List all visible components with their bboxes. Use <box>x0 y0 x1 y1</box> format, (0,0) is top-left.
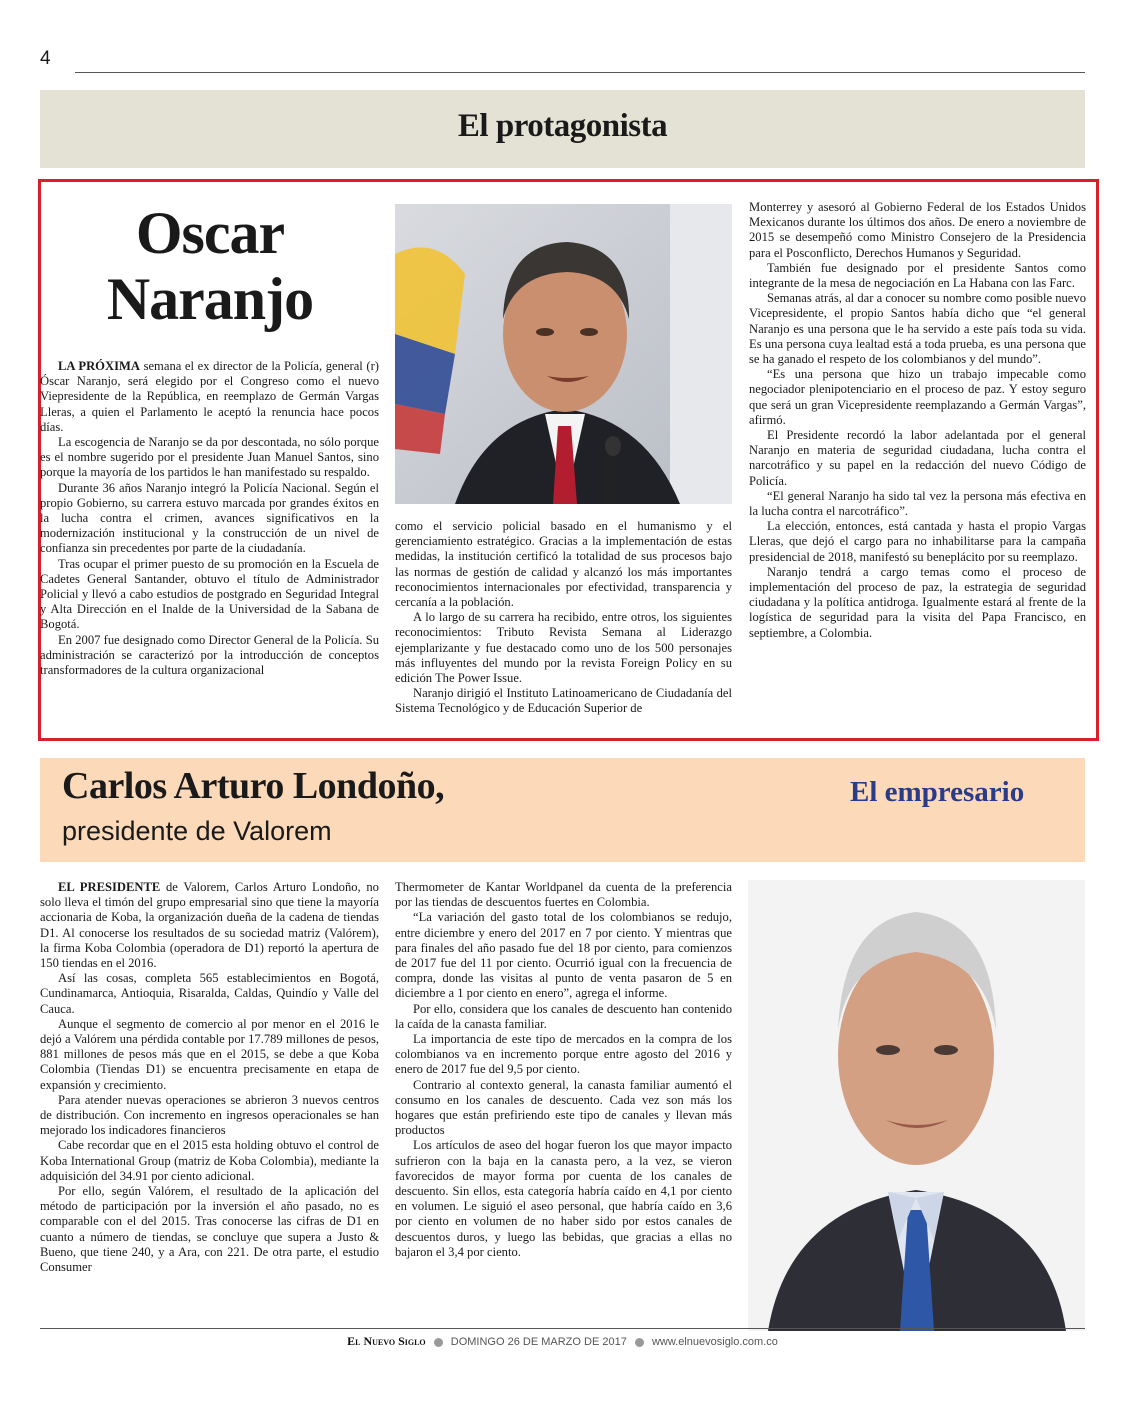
lead-in: LA PRÓXIMA <box>58 359 140 373</box>
photo-carlos-arturo-londono <box>748 880 1085 1331</box>
paragraph <box>40 880 379 971</box>
paragraph <box>749 291 1086 367</box>
article-column-1 <box>40 359 379 678</box>
article-headline: Oscar Naranjo <box>106 200 314 332</box>
paragraph-text: A lo largo de su carrera ha recibido, entre otros, los siguientes reconocimientos: Tributo Revista Semana al Liderazgo ejemplarizante y fue destacado como uno de los 500 personajes más influyentes del mundo por la revista Foreign Policy en su edición The Power Issue. <box>395 610 732 686</box>
portrait-photo <box>395 204 732 504</box>
paragraph <box>749 489 1086 519</box>
paragraph <box>395 1032 732 1078</box>
paragraph-text: La escogencia de Naranjo se da por descontada, no sólo porque es el nombre sugerido por el presidente Juan Manuel Santos, sino porque la mayoría de los partidos le han manifestado su respaldo. <box>40 435 379 480</box>
paragraph-text: “El general Naranjo ha sido tal vez la persona más efectiva en la lucha contra el narcotráfico”. <box>749 488 1086 519</box>
paragraph-text: Por ello, considera que los canales de descuento han contenido la caída de la canasta familiar. <box>395 1001 732 1031</box>
paragraph-text: Tras ocupar el primer puesto de su promoción en la Escuela de Cadetes General Santander, obtuvo el título de Administrador Policial y llevó a cabo estudios de postgrado en Seguridad Integral y Alta Dirección en el Inalde de la Universidad de la Sabana de Bogotá. <box>40 556 379 632</box>
paragraph-text: “Es una persona que hizo un trabajo impecable como negociador plenipotenciario en el proceso de paz. Y estoy seguro que será un gran Vicepresidente reemplazando a Germán Vargas”, afirmó. <box>749 367 1086 427</box>
paragraph-text: Así las cosas, completa 565 establecimientos en Bogotá, Cundinamarca, Antioquia, Risaralda, Caldas, Quindío y Valle del Cauca. <box>40 971 379 1016</box>
footer-dot-icon <box>635 1338 644 1347</box>
paragraph <box>40 557 379 633</box>
paragraph <box>395 610 732 686</box>
top-rule <box>75 72 1085 73</box>
article2-column-1 <box>40 880 379 1275</box>
paragraph <box>749 200 1086 261</box>
paragraph <box>395 880 732 910</box>
paragraph-text: Semanas atrás, al dar a conocer su nombre como posible nuevo Vicepresidente, el propio Santos había dicho que “el general Naranjo es una persona que le ha servido a este país toda su vida. Es una persona cuya lealtad está a toda prueba, es una persona que se ha ganado el respeto de los colombianos y del mundo”. <box>749 291 1086 367</box>
paragraph-text: También fue designado por el presidente Santos como integrante de la mesa de negociación en La Habana con las Farc. <box>749 260 1086 291</box>
paragraph <box>395 519 732 610</box>
paragraph <box>749 261 1086 291</box>
paragraph-text: Durante 36 años Naranjo integró la Policía Nacional. Según el propio Gobierno, su carrera estuvo marcada por grandes éxitos en la lucha contra el crimen, avances significativos en la modernización institucional y la construcción de un nivel de confianza sin precedentes por parte de la ciudadanía. <box>40 480 379 556</box>
article2-subtitle: presidente de Valorem <box>62 816 332 846</box>
article-column-3 <box>749 200 1086 641</box>
article2-column-2 <box>395 880 732 1260</box>
paragraph-text: Naranjo tendrá a cargo temas como el proceso de implementación del proceso de paz, la estrategia de seguridad ciudadana y la política antidroga. Igualmente estará al frente de la logística de seguridad para la visita del Papa Francisco, en septiembre, a Colombia. <box>749 564 1086 640</box>
section-title: El protagonista <box>457 108 668 144</box>
paragraph <box>395 1002 732 1032</box>
paragraph <box>40 1184 379 1275</box>
paragraph-text: El Presidente recordó la labor adelantada por el general Naranjo en materia de seguridad ciudadana, lucha contra el narcotráfico y su papel en la redacción del nuevo Código de Policía. <box>749 428 1086 488</box>
article2-kicker: El empresario <box>850 776 1025 808</box>
paragraph-text: Naranjo dirigió el Instituto Latinoamericano de Ciudadanía del Sistema Tecnológico y de Educación Superior de <box>395 686 732 716</box>
paragraph <box>749 367 1086 428</box>
portrait-photo-2 <box>748 880 1085 1331</box>
paragraph <box>40 1093 379 1139</box>
paragraph-text: Aunque el segmento de comercio al por menor en el 2016 le dejó a Valórem una pérdida contable por 17.789 millones de pesos, 881 millones de pesos más que en el 2015, se debe a que Koba Colombia (Tiendas D1) se encuentra precisamente en etapa de expansión y crecimiento. <box>40 1016 379 1092</box>
paragraph <box>395 1078 732 1139</box>
paragraph-text: La elección, entonces, está cantada y hasta el propio Vargas Lleras, que dejó el cargo para no inhabilitarse para la campaña presidencial de 2018, manifestó su beneplácito por su reemplazo. <box>749 519 1086 564</box>
paragraph <box>395 1138 732 1260</box>
paragraph-text: Por ello, según Valórem, el resultado de la aplicación del método de participación por la inversión el año pasado, no es comparable con el del 2015. Tras conocerse las cifras de D1 en cuanto a número de tiendas, se concluye que supera a Justo & Bueno, que tiene 240, y a Ara, con 221. De otra parte, el estudio Consumer <box>40 1184 379 1275</box>
photo-oscar-naranjo <box>395 204 732 504</box>
paragraph <box>40 359 379 435</box>
paragraph <box>395 686 732 716</box>
paragraph <box>749 428 1086 489</box>
paragraph-text: En 2007 fue designado como Director General de la Policía. Su administración se caracterizó por la introducción de conceptos transformadores de la cultura organizacional <box>40 632 379 678</box>
paragraph-text: Cabe recordar que en el 2015 esta holding obtuvo el control de Koba International Group (matriz de Koba Colombia), mediante la adquisición del 34.91 por ciento adicional. <box>40 1138 379 1183</box>
paragraph <box>749 519 1086 565</box>
paragraph <box>40 633 379 679</box>
paragraph-text: como el servicio policial basado en el humanismo y el gerenciamiento estratégico. Gracias a la implementación de estas medidas, la institución certificó la totalidad de sus procesos bajo las normas de gestión de calidad y alcanzó los más importantes reconocimientos internacionales por efectividad, transparencia y cercanía a la población. <box>395 519 732 610</box>
paragraph <box>749 565 1086 641</box>
footer-brand: El Nuevo Siglo <box>347 1334 426 1348</box>
paragraph <box>40 1138 379 1184</box>
paragraph-text: La importancia de este tipo de mercados en la compra de los colombianos va en incremento porque entre agosto del 2016 y enero de 2017 fue del 9,5 por ciento. <box>395 1032 732 1077</box>
paragraph <box>395 910 732 1001</box>
paragraph <box>40 435 379 481</box>
paragraph-text: Para atender nuevas operaciones se abrieron 3 nuevos centros de distribución. Con incremento en ingresos operacionales se han mejorado los indicadores financieros <box>40 1092 379 1138</box>
page-number: 4 <box>40 48 51 69</box>
paragraph <box>40 971 379 1017</box>
paragraph-text: Contrario al contexto general, la canasta familiar aumentó el consumo en los canales de descuento. Cada vez son más los hogares que están prefiriendo este tipo de canales y llevan más productos <box>395 1077 732 1138</box>
footer-date: DOMINGO 26 DE MARZO DE 2017 <box>450 1336 627 1348</box>
bottom-rule <box>40 1328 1085 1329</box>
footer-url: www.elnuevosiglo.com.co <box>651 1336 778 1348</box>
paragraph <box>40 1017 379 1093</box>
article-column-2 <box>395 519 732 717</box>
paragraph-text: Monterrey y asesoró al Gobierno Federal de los Estados Unidos Mexicanos durante los últimos dos años. De enero a noviembre de 2015 se desempeñó como Ministro Consejero de la Presidencia para el Posconflicto, Derechos Humanos y Seguridad. <box>749 200 1086 260</box>
lead-in: EL PRESIDENTE <box>58 880 161 894</box>
paragraph-text: Thermometer de Kantar Worldpanel da cuenta de la preferencia por las tiendas de descuentos fuertes en Colombia. <box>395 880 732 910</box>
paragraph <box>40 481 379 557</box>
paragraph-text: “La variación del gasto total de los colombianos se redujo, entre diciembre y enero del 2017 en 7 por ciento. Y mientras que para finales del año pasado fue del 18 por ciento, para comienzos de 2017 fue del 11 por ciento. Ocurrió igual con la frecuencia de compra, donde las visitas al punto de venta pasaron de 5 en diciembre a 1 por ciento en enero”, agrega el informe. <box>395 910 732 1001</box>
article2-headline: Carlos Arturo Londoño, <box>62 765 445 807</box>
paragraph-text: semana el ex director de la Policía, general (r) Óscar Naranjo, será elegido por el Congreso como el nuevo Viepresidente de la República, en reemplazo de Germán Vargas Lleras, a quien el Parlamento le aceptó la renuncia hace pocos días. <box>40 359 379 434</box>
footer-dot-icon <box>434 1338 443 1347</box>
page-footer <box>0 1334 1125 1349</box>
paragraph-text: Los artículos de aseo del hogar fueron los que mayor impacto sufrieron con la baja en la canasta pero, a la vez, se vieron favorecidos de mayor forma por cuenta de los canales de descuento. Sin ellos, esta categoría habría caído en 4,1 por ciento en volumen. Le siguió el aseo personal, que habría caído en 3,6 por ciento en volumen de no haber sido por estos canales de descuentos duros, y luego las bebidas, que gracias a ellas no bajaron el 3,4 por ciento. <box>395 1138 732 1259</box>
paragraph-text: de Valorem, Carlos Arturo Londoño, no solo lleva el timón del grupo empresarial sino que tiene la mayoría accionaria de Koba, la organización dueña de la cadena de tiendas D1. Al conocerse los resultados de su sociedad matriz (Valórem), la firma Koba Colombia (operadora de D1) reportó la apertura de 150 tiendas en el 2016. <box>40 880 379 971</box>
